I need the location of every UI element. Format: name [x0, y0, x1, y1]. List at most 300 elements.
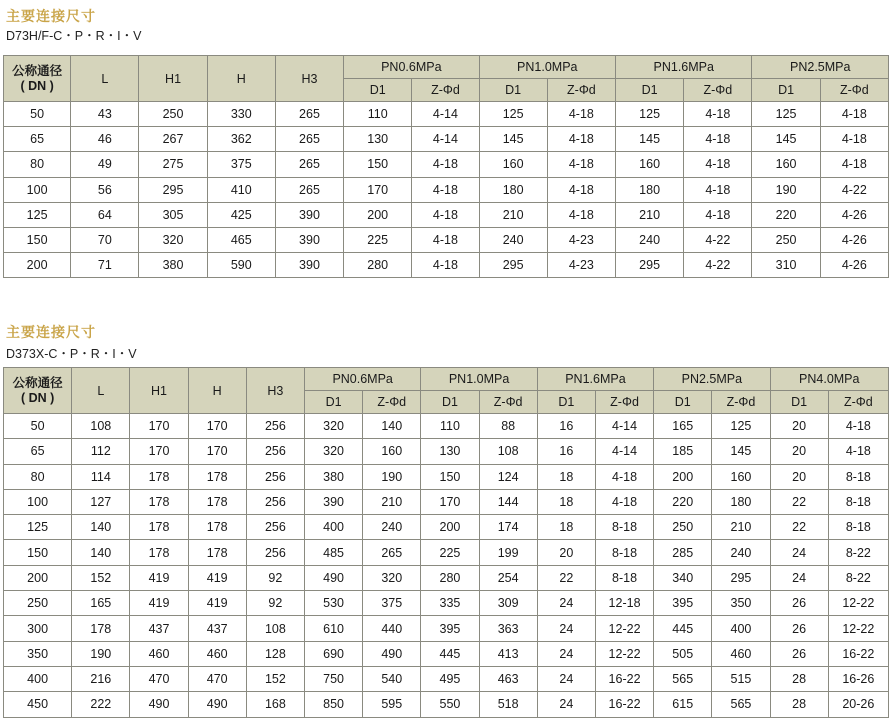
table-cell: 170: [188, 414, 246, 439]
table-cell: 340: [654, 565, 712, 590]
header-dn: [4, 56, 71, 102]
table-cell: 22: [770, 489, 828, 514]
header-sub: D1: [752, 79, 820, 102]
table-cell: 22: [770, 515, 828, 540]
table-cell: 4-18: [820, 127, 888, 152]
table-cell: 20: [770, 464, 828, 489]
section1-table: [3, 55, 889, 278]
table-cell: 437: [130, 616, 188, 641]
table-cell: 70: [71, 227, 139, 252]
table-row: [4, 439, 889, 464]
table-cell: 4-26: [820, 227, 888, 252]
table-cell: 445: [654, 616, 712, 641]
table-cell: 375: [363, 591, 421, 616]
table-cell: 160: [712, 464, 770, 489]
header-row: [4, 56, 889, 79]
table-cell: 465: [207, 227, 275, 252]
table-cell: 178: [188, 515, 246, 540]
table-cell: 24: [537, 692, 595, 717]
table-cell: 4-18: [595, 464, 653, 489]
table-cell: 390: [304, 489, 362, 514]
header-sub: Z-Φd: [684, 79, 752, 102]
table-cell: 12-22: [595, 641, 653, 666]
table-cell: 390: [275, 253, 343, 278]
table-cell: 178: [188, 464, 246, 489]
table-cell: 145: [479, 127, 547, 152]
table-cell: 4-18: [684, 202, 752, 227]
header-sub: D1: [616, 79, 684, 102]
table-cell: 4-18: [547, 127, 615, 152]
table-cell: 4-18: [547, 102, 615, 127]
table-cell: 150: [4, 227, 71, 252]
table-cell: 4-18: [828, 414, 888, 439]
table-cell: 390: [275, 227, 343, 252]
header-col: [139, 56, 207, 102]
table-cell: 8-22: [828, 540, 888, 565]
table-cell: 127: [72, 489, 130, 514]
table-cell: 12-18: [595, 591, 653, 616]
table-cell: 485: [304, 540, 362, 565]
table-cell: 8-18: [595, 540, 653, 565]
table-row: [4, 177, 889, 202]
table-cell: 419: [130, 591, 188, 616]
table-row: [4, 565, 889, 590]
table-cell: 100: [4, 489, 72, 514]
table-row: [4, 591, 889, 616]
header-sub: Z-Φd: [828, 391, 888, 414]
table-cell: 610: [304, 616, 362, 641]
header-pressure-group: PN1.6MPa: [537, 368, 653, 391]
table-cell: 300: [4, 616, 72, 641]
table-cell: 265: [275, 127, 343, 152]
table-cell: 395: [654, 591, 712, 616]
table-cell: 4-18: [547, 177, 615, 202]
header-col-label: H1: [151, 383, 167, 398]
table-row: [4, 666, 889, 691]
table-cell: 540: [363, 666, 421, 691]
table-cell: 8-18: [828, 515, 888, 540]
table-cell: 254: [479, 565, 537, 590]
table-cell: 178: [130, 540, 188, 565]
table-cell: 170: [130, 414, 188, 439]
table-cell: 250: [4, 591, 72, 616]
table-cell: 240: [712, 540, 770, 565]
header-sub: D1: [654, 391, 712, 414]
header-col-label: H3: [301, 71, 318, 86]
table-cell: 16: [537, 439, 595, 464]
table-cell: 265: [275, 152, 343, 177]
table-cell: 320: [139, 227, 207, 252]
table-cell: 150: [421, 464, 479, 489]
header-row: [4, 368, 889, 391]
table-cell: 125: [479, 102, 547, 127]
table-cell: 490: [130, 692, 188, 717]
table-cell: 4-22: [684, 227, 752, 252]
table-cell: 309: [479, 591, 537, 616]
table-cell: 140: [72, 515, 130, 540]
table-cell: 4-18: [828, 439, 888, 464]
table-cell: 460: [188, 641, 246, 666]
table-cell: 240: [616, 227, 684, 252]
table-cell: 125: [752, 102, 820, 127]
header-pressure-group: PN2.5MPa: [654, 368, 770, 391]
table-cell: 170: [130, 439, 188, 464]
table-cell: 515: [712, 666, 770, 691]
header-sub: D1: [770, 391, 828, 414]
table-cell: 24: [537, 641, 595, 666]
table-cell: 256: [246, 414, 304, 439]
section2-model: D373X-C・P・R・I・V: [6, 347, 137, 361]
table-cell: 4-18: [412, 152, 479, 177]
table-cell: 410: [207, 177, 275, 202]
table-cell: 20: [537, 540, 595, 565]
table-cell: 20: [770, 414, 828, 439]
table-cell: 174: [479, 515, 537, 540]
table-cell: 16-22: [595, 666, 653, 691]
table-cell: 320: [304, 439, 362, 464]
table-cell: 145: [616, 127, 684, 152]
table-cell: 110: [344, 102, 412, 127]
table-cell: 460: [712, 641, 770, 666]
table-cell: 565: [712, 692, 770, 717]
table-row: [4, 464, 889, 489]
table-cell: 4-18: [412, 177, 479, 202]
header-sub: Z-Φd: [363, 391, 421, 414]
table-cell: 130: [344, 127, 412, 152]
table-cell: 80: [4, 152, 71, 177]
table-cell: 12-22: [828, 616, 888, 641]
table-cell: 850: [304, 692, 362, 717]
table-row: [4, 127, 889, 152]
table-cell: 152: [72, 565, 130, 590]
header-pressure-group: PN1.0MPa: [479, 56, 615, 79]
table-cell: 4-22: [820, 177, 888, 202]
table-cell: 4-26: [820, 202, 888, 227]
table-cell: 330: [207, 102, 275, 127]
header-sub: D1: [479, 79, 547, 102]
table-cell: 295: [479, 253, 547, 278]
table-cell: 490: [304, 565, 362, 590]
table-cell: 256: [246, 439, 304, 464]
table-cell: 256: [246, 489, 304, 514]
table-row: [4, 540, 889, 565]
table-cell: 20-26: [828, 692, 888, 717]
table-cell: 65: [4, 127, 71, 152]
table-cell: 200: [654, 464, 712, 489]
section1-model: D73H/F-C・P・R・I・V: [6, 29, 142, 43]
table-cell: 265: [275, 177, 343, 202]
table-cell: 450: [4, 692, 72, 717]
table-cell: 4-18: [412, 202, 479, 227]
header-sub: D1: [304, 391, 362, 414]
header-col: H: [207, 56, 275, 102]
table-cell: 280: [344, 253, 412, 278]
header-dn-unit: ( DN ): [20, 390, 55, 405]
table-cell: 350: [712, 591, 770, 616]
table-cell: 20: [770, 439, 828, 464]
table-cell: 4-18: [412, 227, 479, 252]
table-cell: 128: [246, 641, 304, 666]
header-col: L: [71, 56, 139, 102]
table-cell: 320: [363, 565, 421, 590]
table-cell: 4-18: [684, 152, 752, 177]
table-cell: 160: [479, 152, 547, 177]
table-cell: 125: [4, 202, 71, 227]
table-cell: 24: [537, 616, 595, 641]
table-cell: 178: [188, 489, 246, 514]
table-cell: 200: [421, 515, 479, 540]
table-cell: 295: [139, 177, 207, 202]
table-cell: 470: [130, 666, 188, 691]
table-cell: 80: [4, 464, 72, 489]
table-cell: 56: [71, 177, 139, 202]
table-cell: 46: [71, 127, 139, 152]
table-cell: 419: [188, 565, 246, 590]
table-cell: 390: [275, 202, 343, 227]
table-cell: 320: [304, 414, 362, 439]
table-cell: 170: [188, 439, 246, 464]
table-cell: 16-26: [828, 666, 888, 691]
table-cell: 400: [304, 515, 362, 540]
header-sub: Z-Φd: [547, 79, 615, 102]
table-cell: 250: [139, 102, 207, 127]
header-pressure-group: PN1.6MPa: [616, 56, 752, 79]
table-cell: 590: [207, 253, 275, 278]
table-cell: 505: [654, 641, 712, 666]
table-cell: 490: [363, 641, 421, 666]
header-col: [130, 368, 188, 414]
table-cell: 240: [479, 227, 547, 252]
table-cell: 400: [712, 616, 770, 641]
table-cell: 4-18: [820, 152, 888, 177]
table-cell: 363: [479, 616, 537, 641]
table-cell: 88: [479, 414, 537, 439]
table-cell: 100: [4, 177, 71, 202]
table-cell: 305: [139, 202, 207, 227]
table-cell: 380: [304, 464, 362, 489]
table-cell: 140: [363, 414, 421, 439]
table-cell: 690: [304, 641, 362, 666]
table-cell: 150: [4, 540, 72, 565]
table-cell: 222: [72, 692, 130, 717]
table-cell: 280: [421, 565, 479, 590]
table-cell: 4-14: [595, 439, 653, 464]
header-dn: [4, 368, 72, 414]
table-cell: 518: [479, 692, 537, 717]
table-cell: 225: [421, 540, 479, 565]
table-cell: 750: [304, 666, 362, 691]
table-cell: 4-18: [684, 177, 752, 202]
table-cell: 114: [72, 464, 130, 489]
table-cell: 530: [304, 591, 362, 616]
table-cell: 285: [654, 540, 712, 565]
table-cell: 18: [537, 464, 595, 489]
table-cell: 178: [72, 616, 130, 641]
header-pressure-group: PN0.6MPa: [344, 56, 479, 79]
table-cell: 180: [479, 177, 547, 202]
table-row: [4, 616, 889, 641]
table-cell: 425: [207, 202, 275, 227]
table-cell: 185: [654, 439, 712, 464]
table-cell: 16: [537, 414, 595, 439]
table-cell: 256: [246, 515, 304, 540]
table-cell: 362: [207, 127, 275, 152]
section2-title: 主要连接尺寸: [6, 325, 96, 341]
table-cell: 92: [246, 591, 304, 616]
table-cell: 124: [479, 464, 537, 489]
table-cell: 295: [616, 253, 684, 278]
table-cell: 12-22: [595, 616, 653, 641]
table-cell: 470: [188, 666, 246, 691]
table-cell: 178: [130, 515, 188, 540]
table-cell: 144: [479, 489, 537, 514]
table-cell: 112: [72, 439, 130, 464]
table-cell: 190: [363, 464, 421, 489]
table-cell: 460: [130, 641, 188, 666]
table-cell: 8-18: [828, 464, 888, 489]
table-cell: 250: [654, 515, 712, 540]
table-cell: 210: [616, 202, 684, 227]
table-cell: 437: [188, 616, 246, 641]
table-cell: 350: [4, 641, 72, 666]
table-cell: 495: [421, 666, 479, 691]
table-cell: 275: [139, 152, 207, 177]
table-cell: 168: [246, 692, 304, 717]
table-cell: 4-14: [412, 102, 479, 127]
header-sub: Z-Φd: [712, 391, 770, 414]
table-cell: 165: [72, 591, 130, 616]
table-cell: 267: [139, 127, 207, 152]
table-cell: 210: [712, 515, 770, 540]
header-col-label: H3: [267, 383, 284, 398]
table-cell: 178: [130, 489, 188, 514]
table-cell: 380: [139, 253, 207, 278]
table-cell: 108: [72, 414, 130, 439]
table-cell: 463: [479, 666, 537, 691]
header-dn-unit: ( DN ): [20, 78, 54, 93]
table-cell: 16-22: [595, 692, 653, 717]
table-cell: 8-18: [828, 489, 888, 514]
table-cell: 4-18: [595, 489, 653, 514]
table-cell: 24: [770, 565, 828, 590]
table-cell: 256: [246, 540, 304, 565]
table-cell: 4-14: [595, 414, 653, 439]
table-cell: 250: [752, 227, 820, 252]
table-cell: 4-26: [820, 253, 888, 278]
table-cell: 178: [130, 464, 188, 489]
table-cell: 419: [188, 591, 246, 616]
table-row: [4, 253, 889, 278]
table-cell: 8-18: [595, 565, 653, 590]
table-cell: 108: [246, 616, 304, 641]
table-cell: 24: [537, 591, 595, 616]
table-cell: 125: [712, 414, 770, 439]
table-cell: 550: [421, 692, 479, 717]
table-cell: 4-18: [684, 127, 752, 152]
table-cell: 4-23: [547, 227, 615, 252]
table-cell: 108: [479, 439, 537, 464]
table-cell: 140: [72, 540, 130, 565]
table-cell: 16-22: [828, 641, 888, 666]
table-cell: 28: [770, 666, 828, 691]
table-cell: 160: [752, 152, 820, 177]
table-row: [4, 202, 889, 227]
table-cell: 256: [246, 464, 304, 489]
header-sub: Z-Φd: [820, 79, 888, 102]
table-cell: 110: [421, 414, 479, 439]
table-cell: 265: [275, 102, 343, 127]
table-cell: 4-18: [820, 102, 888, 127]
table-cell: 200: [344, 202, 412, 227]
table-cell: 24: [537, 666, 595, 691]
table-cell: 145: [752, 127, 820, 152]
table-cell: 71: [71, 253, 139, 278]
table-cell: 22: [537, 565, 595, 590]
table-cell: 24: [770, 540, 828, 565]
table-cell: 43: [71, 102, 139, 127]
table-cell: 18: [537, 515, 595, 540]
table-cell: 595: [363, 692, 421, 717]
header-sub: D1: [421, 391, 479, 414]
table-cell: 220: [654, 489, 712, 514]
table-cell: 220: [752, 202, 820, 227]
table-cell: 225: [344, 227, 412, 252]
table-cell: 295: [712, 565, 770, 590]
table-cell: 150: [344, 152, 412, 177]
header-dn-label: 公称通径: [12, 63, 63, 78]
table-cell: 8-22: [828, 565, 888, 590]
table-cell: 4-18: [547, 152, 615, 177]
table-cell: 4-18: [412, 253, 479, 278]
table-cell: 125: [616, 102, 684, 127]
table-cell: 200: [4, 253, 71, 278]
section2-table: [3, 367, 889, 718]
table-cell: 50: [4, 414, 72, 439]
table-cell: 4-18: [684, 102, 752, 127]
table-cell: 130: [421, 439, 479, 464]
header-sub: Z-Φd: [412, 79, 479, 102]
table-cell: 8-18: [595, 515, 653, 540]
table-cell: 216: [72, 666, 130, 691]
table-cell: 445: [421, 641, 479, 666]
section1-title: 主要连接尺寸: [6, 9, 96, 25]
table-cell: 170: [344, 177, 412, 202]
header-col: H: [188, 368, 246, 414]
table-row: [4, 692, 889, 717]
table-row: [4, 227, 889, 252]
table-cell: 310: [752, 253, 820, 278]
table-cell: 413: [479, 641, 537, 666]
table-cell: 49: [71, 152, 139, 177]
header-sub: D1: [537, 391, 595, 414]
header-dn-label: 公称通径: [12, 375, 63, 390]
table-cell: 4-23: [547, 253, 615, 278]
table-cell: 92: [246, 565, 304, 590]
table-cell: 419: [130, 565, 188, 590]
table-cell: 180: [712, 489, 770, 514]
table-cell: 565: [654, 666, 712, 691]
table-cell: 4-14: [412, 127, 479, 152]
table-cell: 200: [4, 565, 72, 590]
table-cell: 28: [770, 692, 828, 717]
table-cell: 26: [770, 591, 828, 616]
table-cell: 18: [537, 489, 595, 514]
table-row: [4, 414, 889, 439]
table-cell: 400: [4, 666, 72, 691]
table-cell: 125: [4, 515, 72, 540]
header-col: [246, 368, 304, 414]
header-col: [275, 56, 343, 102]
